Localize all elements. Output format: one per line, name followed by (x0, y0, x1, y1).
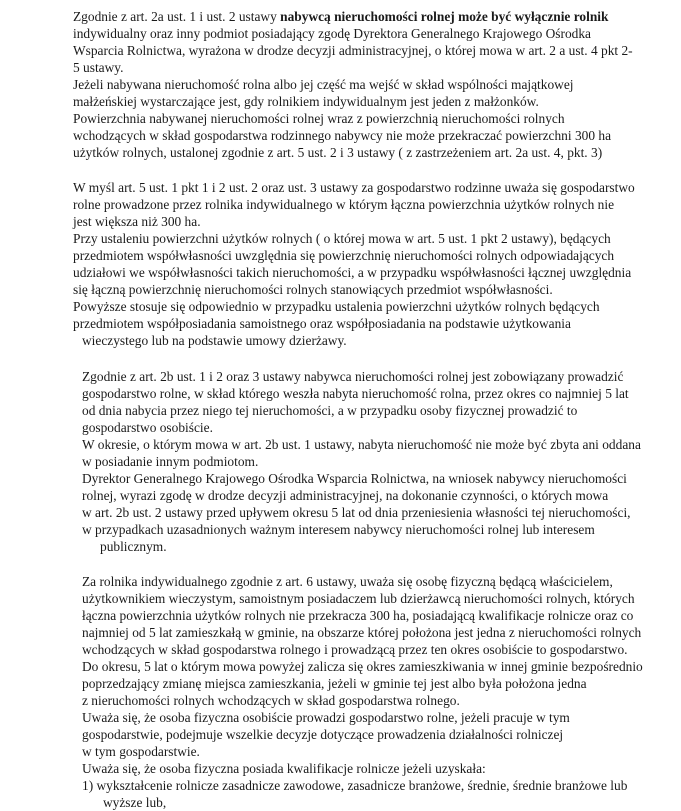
text-line: Jeżeli nabywana nieruchomość rolna albo jej część ma wejść w skład wspólności majątkowej (73, 77, 574, 92)
text-line: publicznym. (100, 539, 167, 554)
text-run: Zgodnie z art. 2a ust. 1 i ust. 2 ustawy (73, 9, 281, 24)
paragraph-first-line (73, 9, 608, 25)
text-line: najmniej od 5 lat zamieszkałą w gminie, na obszarze której położona jest jedna z nieruchomości rolnych (82, 625, 642, 640)
text-line: indywidualny oraz inny podmiot posiadający zgodę Dyrektora Generalnego Krajowego Ośrodka (73, 26, 591, 41)
list-item-continuation: wyższe lub, (103, 795, 167, 810)
text-line: w art. 2b ust. 2 ustawy przed upływem okresu 5 lat od dnia przeniesienia własności tej nieruchomości, (82, 505, 631, 520)
text-line: rolne prowadzone przez rolnika indywidualnego w którym łączna powierzchnia użytków rolnych nie (73, 197, 615, 212)
text-line: wchodzących w skład gospodarstwa rolnego i prowadzącą przez ten okres osobiście to gospodarstwo. (82, 642, 628, 657)
text-line: użytków rolnych, ustalonej zgodnie z art. 5 ust. 2 i 3 ustawy ( z zastrzeżeniem art. 2a ust. 4, pkt. 3) (73, 145, 603, 160)
text-line: gospodarstwo rolne, w skład którego weszła nabyta nieruchomość rolna, przez okres co najmniej 5 lat (82, 386, 629, 401)
text-line: jest większa niż 300 ha. (73, 214, 201, 229)
text-line: Zgodnie z art. 2b ust. 1 i 2 oraz 3 ustawy nabywca nieruchomości rolnej jest zobowiązany prowadzić (82, 369, 624, 384)
text-line: Uważa się, że osoba fizyczna osobiście prowadzi gospodarstwo rolne, jeżeli pracuje w tym (82, 710, 570, 725)
text-line: Powierzchnia nabywanej nieruchomości rolnej wraz z powierzchnią nieruchomości rolnych (73, 111, 565, 126)
list-item: 1) wykształcenie rolnicze zasadnicze zawodowe, zasadnicze branżowe, średnie, średnie branżowe lub (82, 778, 628, 793)
bold-text-run: nabywcą nieruchomości rolnej może być wyłącznie rolnik (280, 9, 609, 24)
text-line: poprzedzający zmianę miejsca zamieszkania, jeżeli w gminie tej jest albo była położona jedna (82, 676, 587, 691)
text-line: W myśl art. 5 ust. 1 pkt 1 i 2 ust. 2 oraz ust. 3 ustawy za gospodarstwo rodzinne uważa się gospodarstwo (73, 180, 635, 195)
text-line: się łączną powierzchnię nieruchomości rolnych stanowiących przedmiot współwłasności. (73, 282, 553, 297)
text-line: łączna powierzchnia użytków rolnych nie przekracza 300 ha, posiadającą kwalifikacje rolnicze oraz co (82, 608, 634, 623)
text-line: przedmiotem współwłasności uwzględnia się powierzchnię nieruchomości rolnych odpowiadających (73, 248, 615, 263)
text-line: Wsparcia Rolnictwa, wyrażona w drodze decyzji administracyjnej, o której mowa w art. 2 a ust. 4 pkt 2- (73, 43, 633, 58)
text-line: w przypadkach uzasadnionych ważnym interesem nabywcy nieruchomości rolnej lub interesem (82, 522, 595, 537)
text-line: 5 ustawy. (73, 60, 124, 75)
text-line: w posiadanie innym podmiotom. (82, 454, 259, 469)
text-line: gospodarstwo osobiście. (82, 420, 213, 435)
text-line: Do okresu, 5 lat o którym mowa powyżej zalicza się okres zamieszkiwania w innej gminie bezpośrednio (82, 659, 643, 674)
text-line: Przy ustaleniu powierzchni użytków rolnych ( o której mowa w art. 5 ust. 1 pkt 2 ustawy), będących (73, 231, 611, 246)
text-line: z nieruchomości rolnych wchodzących w skład gospodarstwa rolnego. (82, 693, 460, 708)
text-line: w tym gospodarstwie. (82, 744, 200, 759)
text-line: wchodzących w skład gospodarstwa rodzinnego nabywcy nie może przekraczać powierzchni 300 ha (73, 128, 612, 143)
text-line: małżeńskiej wystarczające jest, gdy rolnikiem indywidualnym jest jeden z małżonków. (73, 94, 539, 109)
text-line: gospodarstwie, podejmuje wszelkie decyzje dotyczące prowadzenia działalności rolniczej (82, 727, 564, 742)
text-line: Powyższe stosuje się odpowiednio w przypadku ustalenia powierzchni użytków rolnych będących (73, 299, 600, 314)
text-line: rolnej, wyrazi zgodę w drodze decyzji administracyjnej, na dokonanie czynności, o których mowa (82, 488, 609, 503)
text-line: Uważa się, że osoba fizyczna posiada kwalifikacje rolnicze jeżeli uzyskała: (82, 761, 486, 776)
text-line: przedmiotem współposiadania samoistnego oraz współposiadania na podstawie użytkowania (73, 316, 571, 331)
text-line: udziałowi we współwłasności takich nieruchomości, a w przypadku współwłasności łącznej uwzględnia (73, 265, 632, 280)
text-line: W okresie, o którym mowa w art. 2b ust. 1 ustawy, nabyta nieruchomość nie może być zbyta ani oddana (82, 437, 641, 452)
text-line: Za rolnika indywidualnego zgodnie z art. 6 ustawy, uważa się osobę fizyczną będącą właścicielem, (82, 574, 613, 589)
text-line: wieczystego lub na podstawie umowy dzierżawy. (82, 333, 347, 348)
text-line: użytkownikiem wieczystym, samoistnym posiadaczem lub dzierżawcą nieruchomości rolnych, których (82, 591, 635, 606)
text-line: Dyrektor Generalnego Krajowego Ośrodka Wsparcia Rolnictwa, na wniosek nabywcy nieruchomości (82, 471, 627, 486)
text-line: od dnia nabycia przez niego tej nieruchomości, a w przypadku osoby fizycznej prowadzić to (82, 403, 578, 418)
